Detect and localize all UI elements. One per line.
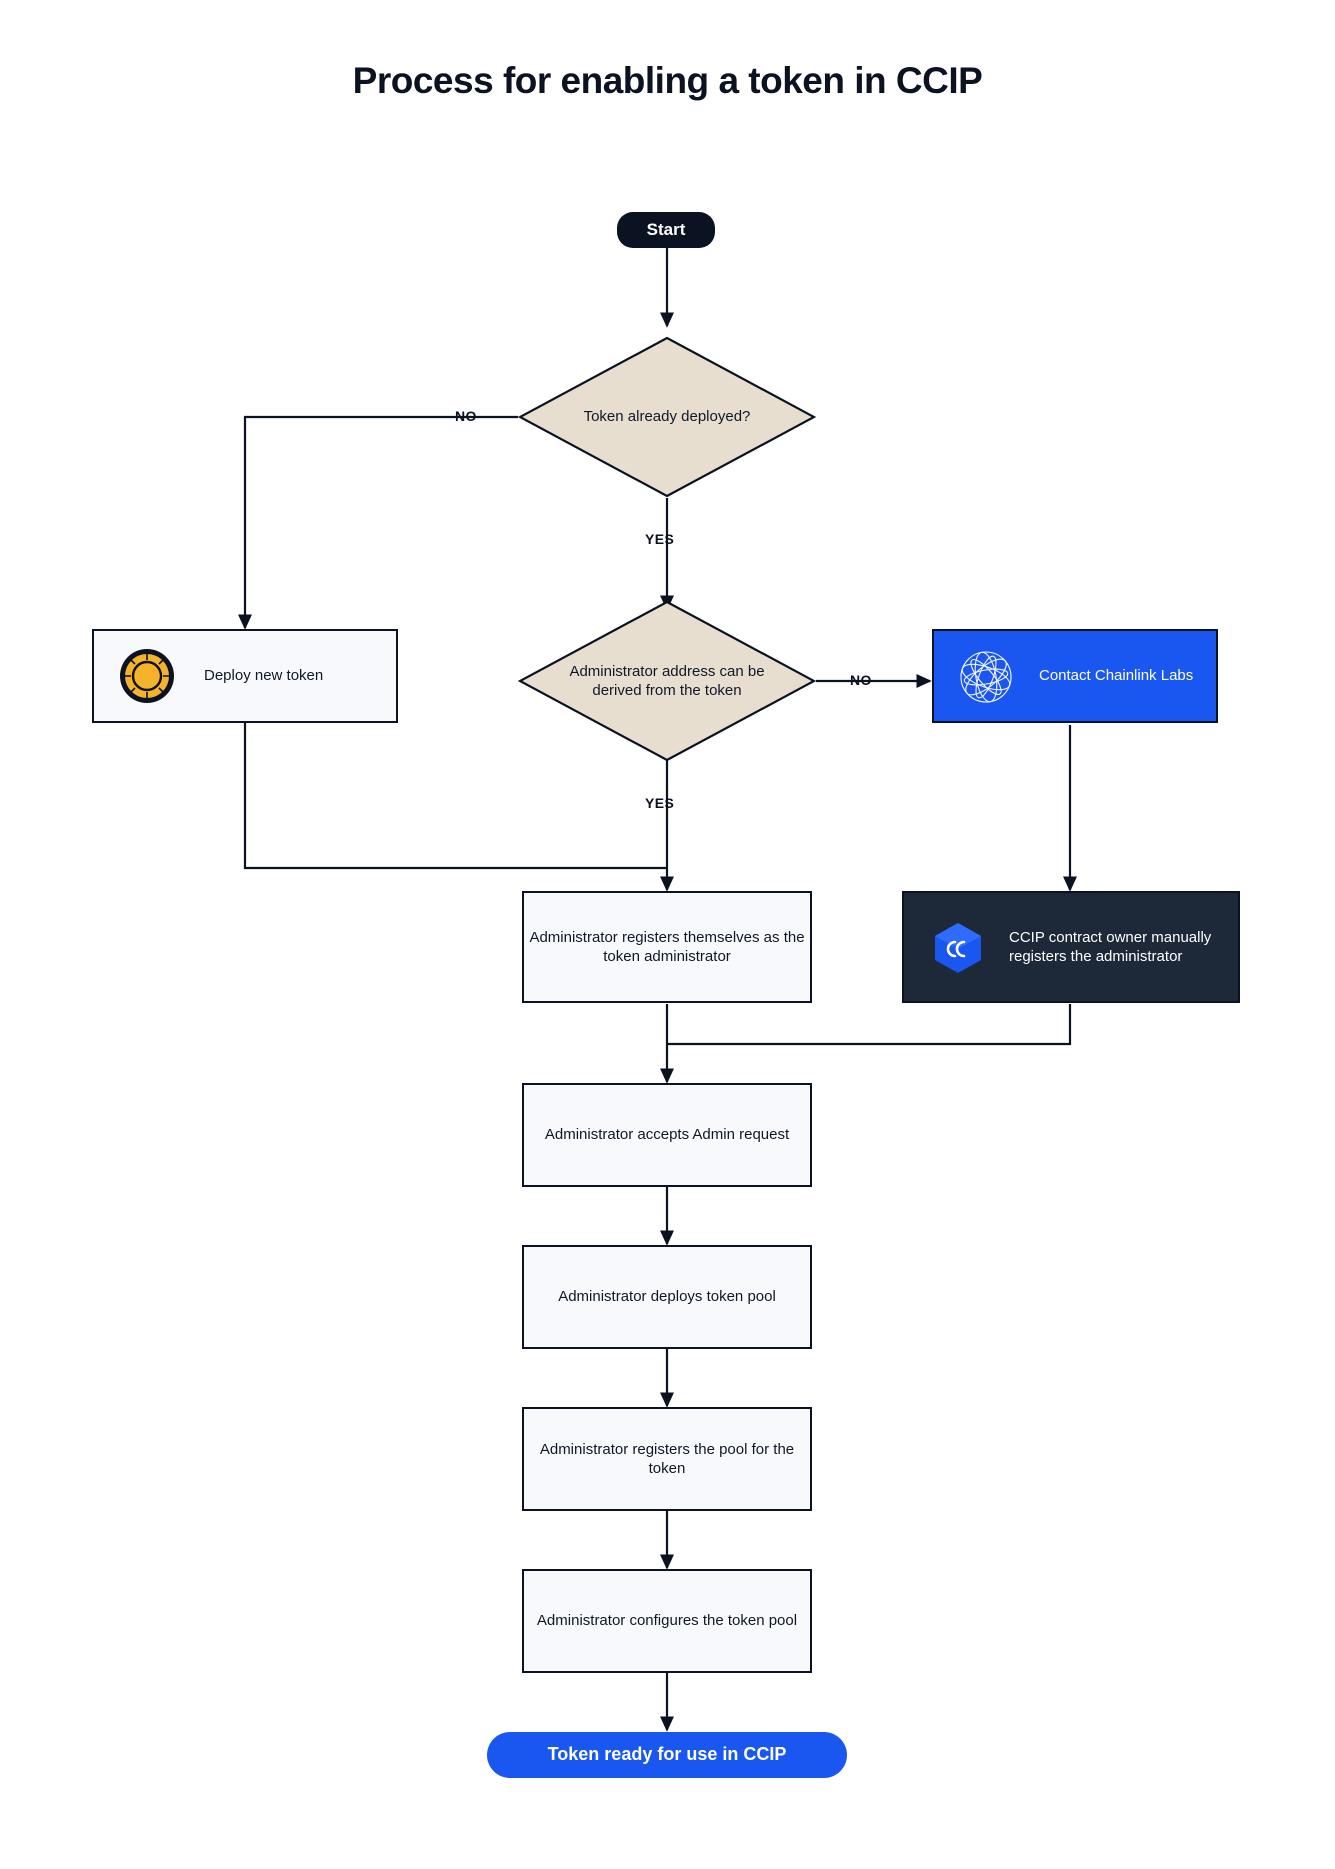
node-deploy-token-pool-label: Administrator deploys token pool: [558, 1288, 776, 1306]
edge-label-no-deployed: NO: [455, 408, 477, 424]
node-end-token-ready[interactable]: Token ready for use in CCIP: [487, 1732, 847, 1778]
node-deploy-new-token-label: Deploy new token: [204, 667, 324, 685]
node-ccip-owner-registers-admin-label: CCIP contract owner manually registers the administrator: [1009, 928, 1212, 965]
node-decision-token-deployed[interactable]: [518, 336, 816, 498]
node-admin-registers-self[interactable]: [522, 891, 812, 1003]
node-decision-admin-derived[interactable]: [518, 600, 816, 762]
ccip-cube-icon: [930, 920, 986, 976]
node-configure-token-pool-label: Administrator configures the token pool: [536, 1612, 798, 1630]
node-configure-token-pool[interactable]: [522, 1569, 812, 1673]
node-deploy-token-pool[interactable]: [522, 1245, 812, 1349]
node-decision-token-deployed-label: Token already deployed?: [583, 408, 751, 426]
node-admin-registers-self-label: Administrator registers themselves as the token administrator: [529, 928, 805, 965]
chainlink-labs-logo-icon: [955, 646, 1017, 708]
node-contact-chainlink-labs-label: Contact Chainlink Labs: [1039, 667, 1194, 685]
edge-label-yes-admin: YES: [645, 795, 675, 811]
edge-label-yes-deployed: YES: [645, 531, 675, 547]
coin-token-icon: [117, 646, 177, 706]
node-register-pool-for-token-label: Administrator registers the pool for the token: [539, 1440, 795, 1477]
node-decision-admin-derived-label: Administrator address can be derived from the token: [569, 662, 765, 699]
page-title: Process for enabling a token in CCIP: [352, 60, 983, 101]
node-register-pool-for-token[interactable]: [522, 1407, 812, 1511]
node-start[interactable]: Start: [617, 212, 715, 248]
node-accept-admin-request[interactable]: [522, 1083, 812, 1187]
edge-label-no-admin: NO: [850, 672, 872, 688]
node-accept-admin-request-label: Administrator accepts Admin request: [544, 1126, 790, 1144]
